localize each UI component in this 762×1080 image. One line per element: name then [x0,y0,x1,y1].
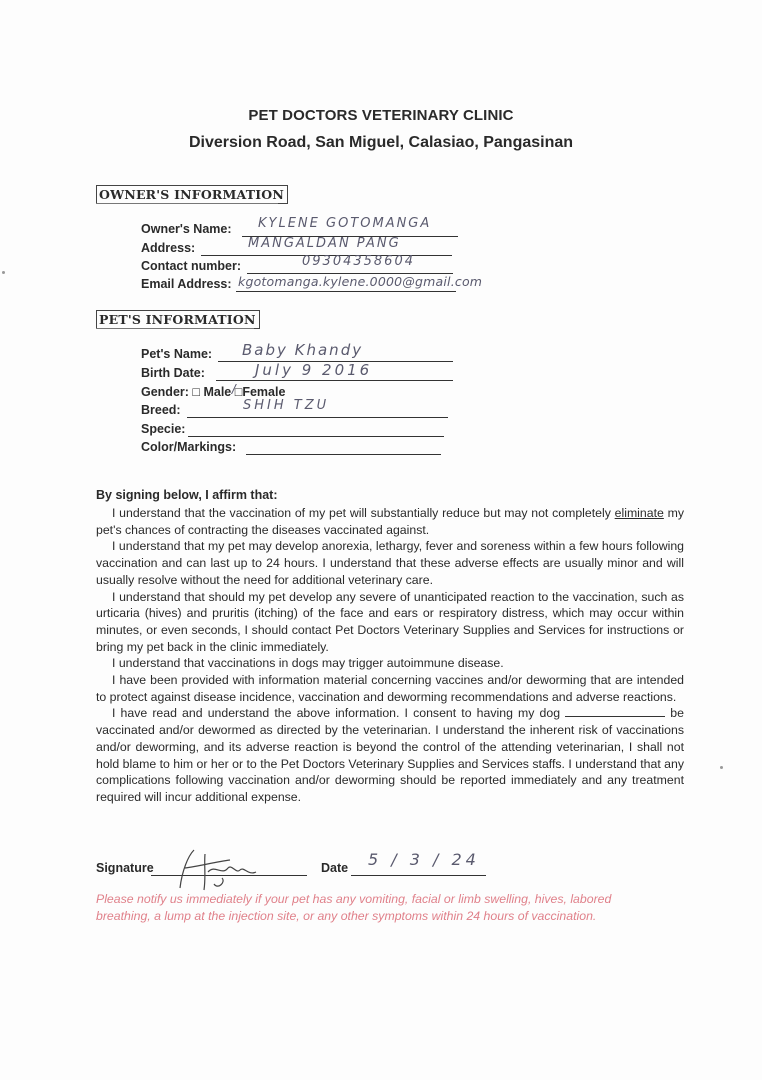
owner-address-value[interactable]: MANGALDAN PANG [248,236,401,251]
date-line[interactable] [351,875,486,876]
owner-contact-label: Contact number: [141,259,241,273]
male-option-label: Male [203,385,232,399]
dog-name-blank[interactable] [565,706,665,717]
signature-label: Signature [96,861,154,875]
female-check-mark: / [231,381,236,397]
clinic-name: PET DOCTORS VETERINARY CLINIC [248,107,514,124]
signature-scribble [160,846,270,896]
owner-heading-rule [96,203,278,204]
specie-line[interactable] [188,436,444,437]
consent-paragraph-4: I understand that vaccinations in dogs may trigger autoimmune disease. [112,656,504,671]
breed-value[interactable]: SHIH TZU [243,398,330,413]
breed-label: Breed: [141,403,181,417]
pet-section-heading: PET'S INFORMATION [96,310,260,329]
pet-name-value[interactable]: Baby Khandy [242,341,364,359]
consent-paragraph-3: I understand that should my pet develop any severe of unanticipated reaction to the vaccination, such as urticaria (hives) and pruritis (itching) of the face and ears or respiratory distress, which may occur within minutes, or even seconds, I should contact Pet Doctors Veterinary Supplies and Services for instructions or bring my pet back in the clinic immediately. [96,589,684,654]
scan-speck [720,766,723,769]
consent-paragraph-5: I have been provided with information material concerning vaccines and/or deworming that are intended to protect against disease incidence, vaccination and deworming recommendations and adverse reactions. [96,673,684,704]
gender-field [141,381,286,399]
consent-paragraph-2: I understand that my pet may develop anorexia, lethargy, fever and soreness within a few hours following vaccination and can last up to 24 hours. I understand that these adverse effects are usually minor and will usually resolve without the need for additional veterinary care. [96,539,684,587]
owner-email-label: Email Address: [141,277,232,291]
birth-date-value[interactable]: July 9 2016 [255,361,373,379]
owner-email-value[interactable]: kgotomanga.kylene.0000@gmail.com [238,274,483,289]
color-markings-label: Color/Markings: [141,440,237,454]
affirm-heading: By signing below, I affirm that: [96,488,278,502]
birth-date-line [216,380,453,381]
pet-heading-rule [96,328,254,329]
owner-contact-value[interactable]: 09304358604 [302,254,415,269]
breed-line [187,417,448,418]
male-checkbox[interactable]: □ [192,385,200,399]
female-checkbox[interactable]: □ / [231,381,243,399]
birth-date-label: Birth Date: [141,366,205,380]
consent-paragraph-6: I have read and understand the above information. I consent to having my dog be vaccinated and/or dewormed as directed by the veterinarian. I understand the inherent risk of vaccinations and/or deworming, and its adverse reaction is beyond the control of the attending veterinarian, I shall not hold blame to him or her or to the Pet Doctors Veterinary Supplies and Services staffs. I understand that any complications following vaccination and/or deworming should be reported immediately and any treatment required will incur additional expense. [96,706,684,804]
clinic-address: Diversion Road, San Miguel, Calasiao, Pangasinan [188,134,574,151]
pet-name-label: Pet's Name: [141,347,213,361]
scan-speck [2,271,5,274]
owner-email-line [236,291,456,292]
owner-address-label: Address: [141,241,196,255]
female-option-label: Female [242,385,286,399]
owner-name-label: Owner's Name: [141,222,232,236]
consent-paragraph-1: I understand that the vaccination of my pet will substantially reduce but may not completely eliminate my pet's chances of contracting the diseases vaccinated against. [96,506,685,537]
vaccination-notice: Please notify us immediately if your pet has any vomiting, facial or limb swelling, hives, labored breathing, a lump at the injection site, or any other symptoms within 24 hours of vaccination. [96,892,612,923]
color-markings-line[interactable] [246,454,441,455]
specie-label: Specie: [141,422,186,436]
date-label: Date [321,861,349,875]
consent-body [96,505,684,806]
date-value[interactable]: 5 / 3 / 24 [368,850,480,869]
eliminate-underlined: eliminate [614,506,664,520]
owner-name-value[interactable]: KYLENE GOTOMANGA [258,216,432,231]
owner-section-heading: OWNER'S INFORMATION [96,185,288,204]
gender-label: Gender: [141,385,189,399]
